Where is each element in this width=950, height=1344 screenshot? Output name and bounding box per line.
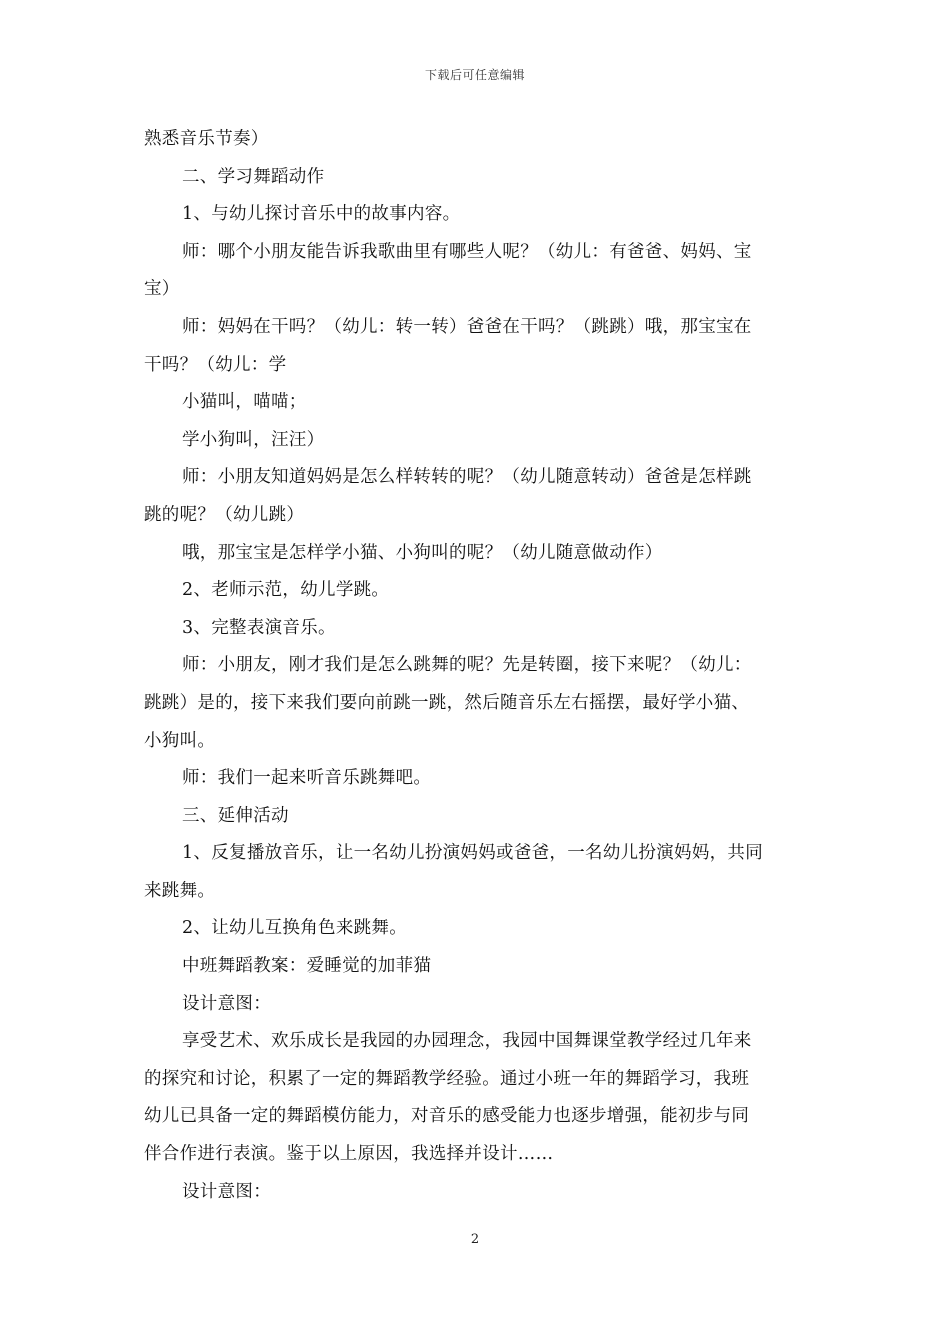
body-line: 小狗叫。 xyxy=(144,730,216,751)
body-line: 2、老师示范，幼儿学跳。 xyxy=(182,580,390,601)
document-body xyxy=(144,124,808,1214)
body-line: 幼儿已具备一定的舞蹈模仿能力，对音乐的感受能力也逐步增强，能初步与同 xyxy=(144,1106,750,1127)
body-line: 3、完整表演音乐。 xyxy=(182,617,336,638)
body-line: 2、让幼儿互换角色来跳舞。 xyxy=(182,918,408,939)
body-line: 享受艺术、欢乐成长是我园的办园理念，我园中国舞课堂教学经过几年来 xyxy=(182,1031,752,1052)
body-line: 1、与幼儿探讨音乐中的故事内容。 xyxy=(182,204,461,225)
body-line: 的探究和讨论，积累了一定的舞蹈教学经验。通过小班一年的舞蹈学习，我班 xyxy=(144,1068,750,1089)
body-line: 师：小朋友知道妈妈是怎么样转转的呢？（幼儿随意转动）爸爸是怎样跳 xyxy=(182,467,752,488)
subsection-heading: 设计意图： xyxy=(182,1181,271,1202)
body-line: 学小狗叫，汪汪） xyxy=(182,429,325,450)
body-line: 宝） xyxy=(144,279,180,300)
body-line: 跳的呢？（幼儿跳） xyxy=(144,504,305,525)
body-line: 熟悉音乐节奏） xyxy=(144,129,269,149)
body-line: 师：小朋友，刚才我们是怎么跳舞的呢？先是转圈，接下来呢？（幼儿： xyxy=(182,655,752,676)
subsection-heading: 设计意图： xyxy=(182,993,271,1014)
body-line: 1、反复播放音乐，让一名幼儿扮演妈妈或爸爸，一名幼儿扮演妈妈，共同 xyxy=(182,843,764,864)
body-line: 小猫叫，喵喵； xyxy=(182,392,307,413)
body-line: 来跳舞。 xyxy=(144,880,216,901)
body-line: 师：妈妈在干吗？（幼儿：转一转）爸爸在干吗？（跳跳）哦，那宝宝在 xyxy=(182,316,752,337)
body-line: 伴合作进行表演。鉴于以上原因，我选择并设计…… xyxy=(144,1144,554,1165)
section-heading: 二、学习舞蹈动作 xyxy=(182,166,325,187)
body-line: 干吗？（幼儿：学 xyxy=(144,354,287,375)
section-heading: 三、延伸活动 xyxy=(182,805,289,826)
body-line: 跳跳）是的，接下来我们要向前跳一跳，然后随音乐左右摇摆，最好学小猫、 xyxy=(144,692,750,713)
page-number: 2 xyxy=(470,1232,480,1247)
body-line: 师：哪个小朋友能告诉我歌曲里有哪些人呢？（幼儿：有爸爸、妈妈、宝 xyxy=(182,241,752,262)
lesson-title: 中班舞蹈教案：爱睡觉的加菲猫 xyxy=(182,956,432,977)
page-header: 下载后可任意编辑 xyxy=(424,68,525,82)
body-line: 师：我们一起来听音乐跳舞吧。 xyxy=(182,768,432,789)
body-line: 哦，那宝宝是怎样学小猫、小狗叫的呢？（幼儿随意做动作） xyxy=(182,542,663,563)
